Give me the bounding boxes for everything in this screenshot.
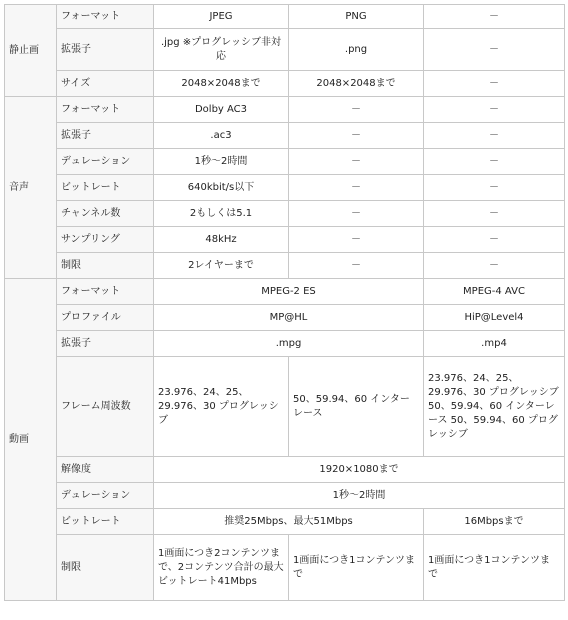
- row-label: サンプリング: [57, 227, 154, 253]
- row-label: デュレーション: [57, 483, 154, 509]
- table-cell: MPEG-2 ES: [154, 279, 424, 305]
- table-cell: －: [424, 29, 565, 71]
- table-row: [5, 201, 565, 227]
- table-cell: .mp4: [424, 331, 565, 357]
- table-cell: 16Mbpsまで: [424, 509, 565, 535]
- row-label: サイズ: [57, 71, 154, 97]
- table-row: [5, 279, 565, 305]
- table-row: [5, 305, 565, 331]
- table-cell: －: [424, 97, 565, 123]
- table-row: [5, 97, 565, 123]
- row-label: フォーマット: [57, 5, 154, 29]
- table-cell: －: [424, 227, 565, 253]
- table-row: [5, 457, 565, 483]
- table-row: [5, 175, 565, 201]
- table-row: [5, 123, 565, 149]
- table-row: [5, 149, 565, 175]
- table-cell: －: [424, 123, 565, 149]
- table-cell: PNG: [289, 5, 424, 29]
- table-cell: .mpg: [154, 331, 424, 357]
- table-row: [5, 535, 565, 601]
- table-cell: MP@HL: [154, 305, 424, 331]
- row-label: 拡張子: [57, 331, 154, 357]
- table-row: [5, 357, 565, 457]
- row-label: フォーマット: [57, 279, 154, 305]
- row-label: 解像度: [57, 457, 154, 483]
- table-cell: MPEG-4 AVC: [424, 279, 565, 305]
- table-row: [5, 483, 565, 509]
- table-row: [5, 29, 565, 71]
- row-label: フォーマット: [57, 97, 154, 123]
- table-cell: .png: [289, 29, 424, 71]
- table-row: [5, 5, 565, 29]
- category-still-image: 静止画: [5, 5, 57, 97]
- table-cell: －: [424, 149, 565, 175]
- table-row: [5, 71, 565, 97]
- table-cell: －: [289, 149, 424, 175]
- table-cell: 1画面につき1コンテンツまで: [289, 535, 424, 601]
- table-cell: 1画面につき1コンテンツまで: [424, 535, 565, 601]
- table-cell: －: [424, 201, 565, 227]
- table-cell: －: [424, 175, 565, 201]
- table-cell: 1秒～2時間: [154, 149, 289, 175]
- table-row: [5, 331, 565, 357]
- row-label: 拡張子: [57, 123, 154, 149]
- table-row: [5, 253, 565, 279]
- table-cell: 2048×2048まで: [289, 71, 424, 97]
- category-audio: 音声: [5, 97, 57, 279]
- row-label: チャンネル数: [57, 201, 154, 227]
- table-cell: 1920×1080まで: [154, 457, 565, 483]
- table-row: [5, 509, 565, 535]
- table-cell: 23.976、24、25、29.976、30 プログレッシブ: [154, 357, 289, 457]
- row-label: ビットレート: [57, 509, 154, 535]
- table-cell: .jpg ※プログレッシブ非対応: [154, 29, 289, 71]
- table-cell: JPEG: [154, 5, 289, 29]
- table-row: [5, 227, 565, 253]
- table-cell: 23.976、24、25、29.976、30 プログレッシブ 50、59.94、60 インターレース 50、59.94、60 プログレッシブ: [424, 357, 565, 457]
- table-cell: .ac3: [154, 123, 289, 149]
- table-cell: －: [289, 123, 424, 149]
- spec-table: [4, 4, 565, 601]
- row-label: 拡張子: [57, 29, 154, 71]
- table-cell: 50、59.94、60 インターレース: [289, 357, 424, 457]
- row-label: 制限: [57, 535, 154, 601]
- row-label: デュレーション: [57, 149, 154, 175]
- category-video: 動画: [5, 279, 57, 601]
- table-cell: －: [289, 227, 424, 253]
- row-label: フレーム周波数: [57, 357, 154, 457]
- table-cell: 2048×2048まで: [154, 71, 289, 97]
- table-cell: 1秒～2時間: [154, 483, 565, 509]
- row-label: ビットレート: [57, 175, 154, 201]
- row-label: プロファイル: [57, 305, 154, 331]
- table-cell: －: [289, 175, 424, 201]
- table-cell: Dolby AC3: [154, 97, 289, 123]
- table-cell: 48kHz: [154, 227, 289, 253]
- table-cell: 2レイヤーまで: [154, 253, 289, 279]
- table-cell: 640kbit/s以下: [154, 175, 289, 201]
- table-cell: －: [424, 5, 565, 29]
- table-cell: 2もしくは5.1: [154, 201, 289, 227]
- table-cell: 推奨25Mbps、最大51Mbps: [154, 509, 424, 535]
- row-label: 制限: [57, 253, 154, 279]
- table-cell: －: [289, 97, 424, 123]
- table-cell: 1画面につき2コンテンツまで、2コンテンツ合計の最大ビットレート41Mbps: [154, 535, 289, 601]
- table-cell: HiP@Level4: [424, 305, 565, 331]
- table-cell: －: [424, 71, 565, 97]
- table-cell: －: [289, 201, 424, 227]
- table-cell: －: [289, 253, 424, 279]
- table-cell: －: [424, 253, 565, 279]
